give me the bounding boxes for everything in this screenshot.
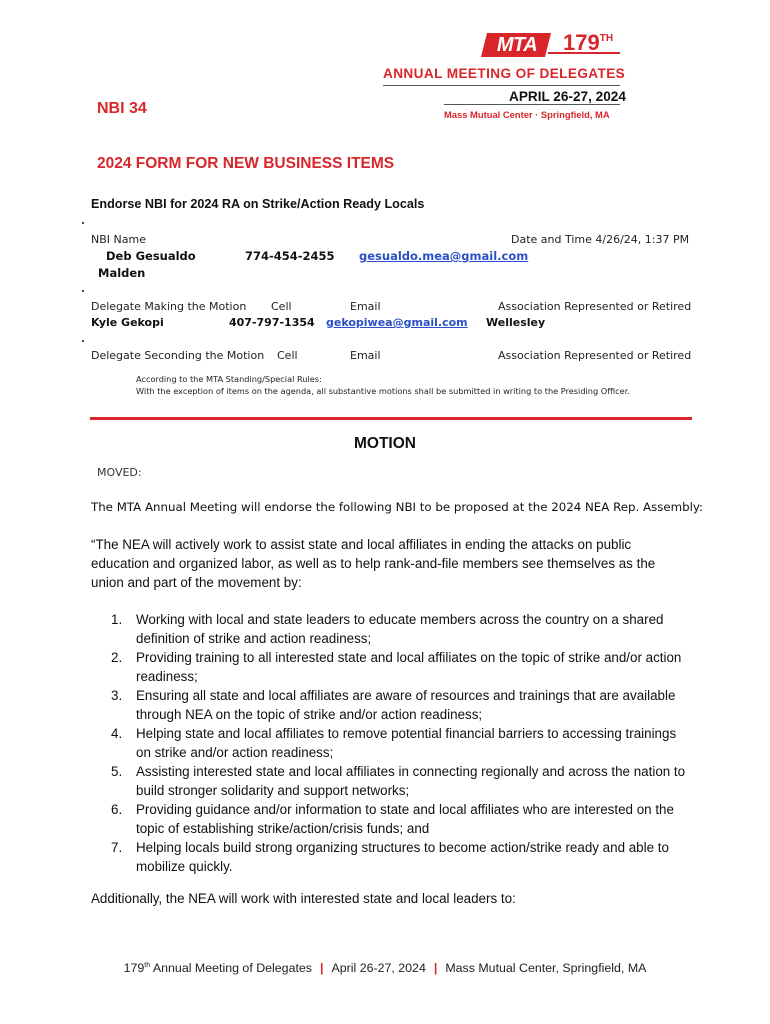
item-text: Helping locals build strong organizing structures to become action/strike ready and able to mobilize quickly.	[136, 840, 669, 874]
footer-venue: Mass Mutual Center, Springfield, MA	[445, 961, 647, 975]
bullet-dot	[82, 222, 84, 224]
date-time-label: Date and Time 4/26/24, 1:37 PM	[511, 233, 690, 246]
nbi-phone: 774-454-2455	[245, 249, 335, 263]
header-divider	[383, 85, 620, 86]
footer-separator: |	[433, 961, 438, 975]
maker-association-label: Association Represented or Retired	[498, 300, 692, 313]
maker-label: Delegate Making the Motion	[91, 300, 247, 313]
maker-email-link[interactable]: gekopiwea@gmail.com	[326, 316, 468, 329]
section-divider	[90, 417, 692, 420]
motion-quote: “The NEA will actively work to assist state and local affiliates in ending the attacks on public education and organized labor, as well as to help rank-and-file members see themselves as the union and part of the movement by:	[91, 537, 656, 590]
event-title: ANNUAL MEETING OF DELEGATES	[383, 66, 626, 81]
footer-year-suffix: th	[144, 961, 151, 969]
seconder-cell-label: Cell	[277, 349, 298, 362]
page-footer	[0, 961, 770, 975]
footer-dates: April 26-27, 2024	[331, 961, 426, 975]
bullet-dot	[82, 290, 84, 292]
list-item	[108, 800, 693, 838]
bullet-dot	[82, 340, 84, 342]
nbi-number: NBI 34	[97, 100, 147, 117]
footer-event: Annual Meeting of Delegates	[152, 961, 312, 975]
form-title: 2024 FORM FOR NEW BUSINESS ITEMS	[97, 155, 395, 172]
event-dates: APRIL 26-27, 2024	[509, 89, 626, 104]
list-item	[108, 762, 693, 800]
footer-year: 179	[123, 961, 145, 975]
nbi-name-town: Malden	[98, 266, 146, 280]
item-text: Ensuring all state and local affiliates are aware of resources and trainings that are available through NEA on the topic of strike and/or action readiness;	[136, 688, 676, 722]
footer-separator: |	[320, 961, 324, 975]
item-text: Providing guidance and/or information to state and local affiliates who are interested on the topic of establishing strike/action/crisis funds; and	[136, 802, 674, 836]
item-number: 3.	[111, 688, 123, 703]
maker-name: Kyle Gekopi	[91, 316, 164, 329]
moved-label: MOVED:	[97, 466, 142, 479]
item-number: 7.	[111, 840, 123, 855]
seconder-association-label: Association Represented or Retired	[498, 349, 692, 362]
seconder-email-label: Email	[350, 349, 381, 362]
maker-association: Wellesley	[486, 316, 546, 329]
item-number: 2.	[111, 650, 123, 665]
nbi-name-value: Deb Gesualdo	[106, 249, 196, 263]
maker-email-label: Email	[350, 300, 381, 313]
maker-cell: 407-797-1354	[229, 316, 315, 329]
item-text: Working with local and state leaders to educate members across the country on a shared definition of strike and action readiness;	[136, 612, 664, 646]
seconder-label: Delegate Seconding the Motion	[91, 349, 265, 362]
item-text: Assisting interested state and local affiliates in connecting regionally and across the nation to build stronger solidarity and support networks;	[136, 764, 686, 798]
additionally-text: Additionally, the NEA will work with interested state and local leaders to:	[91, 891, 516, 906]
meeting-number: 179TH	[563, 30, 614, 55]
item-text: Providing training to all interested state and local affiliates on the topic of strike and/or action readiness;	[136, 650, 682, 684]
list-item	[108, 648, 693, 686]
item-number: 5.	[111, 764, 123, 779]
mta-logo: MTA	[496, 34, 538, 56]
item-number: 1.	[111, 612, 123, 627]
nbi-name-label: NBI Name	[91, 233, 146, 246]
endorse-statement: The MTA Annual Meeting will endorse the following NBI to be proposed at the 2024 NEA Rep. Assembly:	[91, 500, 703, 514]
motion-items	[108, 610, 693, 876]
event-venue: Mass Mutual Center · Springfield, MA	[444, 109, 610, 120]
header-divider-2	[444, 104, 620, 105]
list-item	[108, 838, 693, 876]
motion-title: MOTION	[354, 435, 416, 452]
item-text: Helping state and local affiliates to remove potential financial barriers to accessing trainings on strike and/or action readiness;	[136, 726, 677, 760]
item-number: 6.	[111, 802, 123, 817]
rules-line-2: With the exception of items on the agenda, all substantive motions shall be submitted in writing to the Presiding Officer.	[136, 386, 630, 396]
list-item	[108, 610, 693, 648]
nbi-title: Endorse NBI for 2024 RA on Strike/Action Ready Locals	[91, 197, 425, 211]
maker-cell-label: Cell	[271, 300, 292, 313]
list-item	[108, 686, 693, 724]
item-number: 4.	[111, 726, 123, 741]
list-item	[108, 724, 693, 762]
nbi-email-link[interactable]: gesualdo.mea@gmail.com	[359, 249, 529, 263]
rules-line-1: According to the MTA Standing/Special Rules:	[136, 374, 322, 384]
